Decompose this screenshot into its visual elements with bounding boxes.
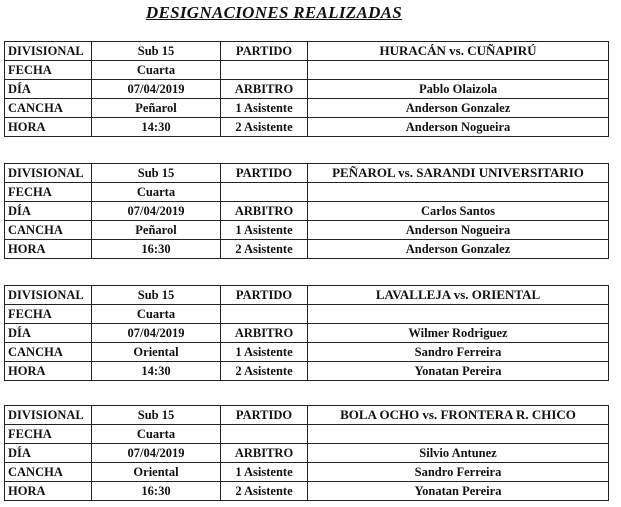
asistente1-label: 1 Asistente: [221, 343, 308, 362]
divisional-label: DIVISIONAL: [5, 42, 92, 61]
assistant2-name: Yonatan Pereira: [308, 482, 609, 501]
divisional-label: DIVISIONAL: [5, 164, 92, 183]
dia-value: 07/04/2019: [92, 444, 221, 463]
table-row: [5, 444, 609, 463]
empty-cell: [221, 425, 308, 444]
hora-label: HORA: [5, 482, 92, 501]
table-row: [5, 425, 609, 444]
fecha-label: FECHA: [5, 61, 92, 80]
referee-name: Wilmer Rodriguez: [308, 324, 609, 343]
table-row: [5, 482, 609, 501]
match-title: HURACÁN vs. CUÑAPIRÚ: [308, 42, 609, 61]
cancha-label: CANCHA: [5, 221, 92, 240]
table-row: [5, 80, 609, 99]
cancha-value: Oriental: [92, 343, 221, 362]
hora-label: HORA: [5, 118, 92, 137]
arbitro-label: ARBITRO: [221, 324, 308, 343]
cancha-label: CANCHA: [5, 99, 92, 118]
asistente1-label: 1 Asistente: [221, 99, 308, 118]
asistente2-label: 2 Asistente: [221, 362, 308, 381]
table-row: [5, 305, 609, 324]
cancha-value: Peñarol: [92, 221, 221, 240]
dia-value: 07/04/2019: [92, 80, 221, 99]
fecha-label: FECHA: [5, 183, 92, 202]
arbitro-label: ARBITRO: [221, 444, 308, 463]
designation-table: [4, 285, 609, 381]
asistente2-label: 2 Asistente: [221, 482, 308, 501]
table-row: [5, 183, 609, 202]
divisional-label: DIVISIONAL: [5, 286, 92, 305]
assistant1-name: Anderson Nogueira: [308, 221, 609, 240]
partido-label: PARTIDO: [221, 42, 308, 61]
asistente2-label: 2 Asistente: [221, 240, 308, 259]
fecha-value: Cuarta: [92, 425, 221, 444]
dia-label: DÍA: [5, 324, 92, 343]
dia-value: 07/04/2019: [92, 202, 221, 221]
divisional-label: DIVISIONAL: [5, 406, 92, 425]
fecha-value: Cuarta: [92, 61, 221, 80]
asistente1-label: 1 Asistente: [221, 463, 308, 482]
fecha-label: FECHA: [5, 305, 92, 324]
empty-cell: [308, 61, 609, 80]
assistant2-name: Anderson Gonzalez: [308, 240, 609, 259]
hora-label: HORA: [5, 362, 92, 381]
hora-value: 14:30: [92, 118, 221, 137]
assistant2-name: Anderson Nogueira: [308, 118, 609, 137]
table-row: [5, 164, 609, 183]
table-row: [5, 406, 609, 425]
empty-cell: [308, 425, 609, 444]
designation-table: [4, 163, 609, 259]
table-row: [5, 343, 609, 362]
table-row: [5, 42, 609, 61]
divisional-value: Sub 15: [92, 42, 221, 61]
hora-label: HORA: [5, 240, 92, 259]
table-row: [5, 240, 609, 259]
table-row: [5, 286, 609, 305]
referee-name: Silvio Antunez: [308, 444, 609, 463]
divisional-value: Sub 15: [92, 406, 221, 425]
arbitro-label: ARBITRO: [221, 202, 308, 221]
hora-value: 16:30: [92, 240, 221, 259]
empty-cell: [308, 305, 609, 324]
match-title: LAVALLEJA vs. ORIENTAL: [308, 286, 609, 305]
arbitro-label: ARBITRO: [221, 80, 308, 99]
dia-label: DÍA: [5, 444, 92, 463]
empty-cell: [221, 183, 308, 202]
fecha-value: Cuarta: [92, 305, 221, 324]
table-row: [5, 99, 609, 118]
referee-name: Carlos Santos: [308, 202, 609, 221]
fecha-value: Cuarta: [92, 183, 221, 202]
table-row: [5, 61, 609, 80]
dia-value: 07/04/2019: [92, 324, 221, 343]
match-title: BOLA OCHO vs. FRONTERA R. CHICO: [308, 406, 609, 425]
designation-table: [4, 405, 609, 501]
page-title: DESIGNACIONES REALIZADAS: [145, 3, 403, 22]
referee-name: Pablo Olaizola: [308, 80, 609, 99]
partido-label: PARTIDO: [221, 164, 308, 183]
partido-label: PARTIDO: [221, 406, 308, 425]
cancha-value: Oriental: [92, 463, 221, 482]
empty-cell: [308, 183, 609, 202]
asistente1-label: 1 Asistente: [221, 221, 308, 240]
assistant1-name: Anderson Gonzalez: [308, 99, 609, 118]
dia-label: DÍA: [5, 202, 92, 221]
assistant1-name: Sandro Ferreira: [308, 463, 609, 482]
partido-label: PARTIDO: [221, 286, 308, 305]
fecha-label: FECHA: [5, 425, 92, 444]
empty-cell: [221, 61, 308, 80]
table-row: [5, 202, 609, 221]
cancha-value: Peñarol: [92, 99, 221, 118]
hora-value: 14:30: [92, 362, 221, 381]
divisional-value: Sub 15: [92, 164, 221, 183]
hora-value: 16:30: [92, 482, 221, 501]
assistant2-name: Yonatan Pereira: [308, 362, 609, 381]
divisional-value: Sub 15: [92, 286, 221, 305]
match-title: PEÑAROL vs. SARANDI UNIVERSITARIO: [308, 164, 609, 183]
table-row: [5, 463, 609, 482]
table-row: [5, 362, 609, 381]
table-row: [5, 221, 609, 240]
empty-cell: [221, 305, 308, 324]
cancha-label: CANCHA: [5, 343, 92, 362]
designation-table: [4, 41, 609, 137]
table-row: [5, 324, 609, 343]
cancha-label: CANCHA: [5, 463, 92, 482]
asistente2-label: 2 Asistente: [221, 118, 308, 137]
table-row: [5, 118, 609, 137]
dia-label: DÍA: [5, 80, 92, 99]
assistant1-name: Sandro Ferreira: [308, 343, 609, 362]
